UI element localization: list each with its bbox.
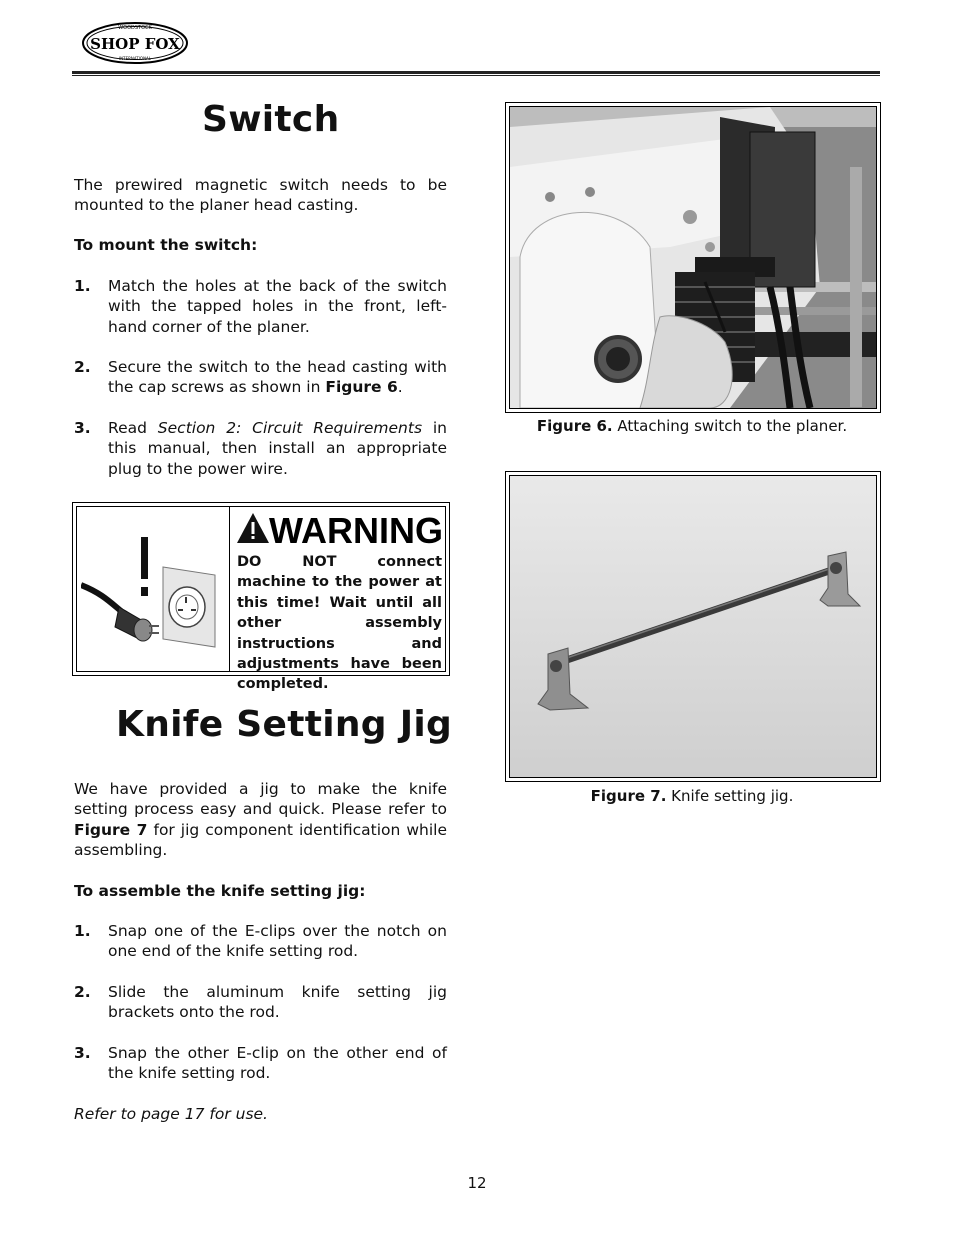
header-rule bbox=[72, 71, 880, 74]
step-number: 3. bbox=[74, 419, 91, 437]
figure-6-frame bbox=[505, 102, 881, 413]
switch-step-3 bbox=[74, 418, 447, 479]
step-text: Secure the switch to the head casting with the cap screws as shown in Figure 6. bbox=[108, 358, 447, 397]
warning-inner bbox=[76, 506, 446, 693]
step-text: Snap one of the E-clips over the notch on one end of the knife setting rod. bbox=[108, 922, 447, 961]
jig-note: Refer to page 17 for use. bbox=[74, 1105, 268, 1123]
step-number: 2. bbox=[74, 983, 91, 1001]
switch-subhead: To mount the switch: bbox=[74, 236, 258, 254]
switch-photo bbox=[510, 107, 876, 408]
jig-step-2 bbox=[74, 982, 447, 1023]
logo-arc-bottom: INTERNATIONAL bbox=[118, 56, 152, 61]
step-text: Read Section 2: Circuit Requirements in this manual, then install an appropriate plug to the power wire. bbox=[108, 419, 448, 478]
logo-arc-top: WOODSTOCK bbox=[118, 25, 152, 31]
warning-label: WARNING bbox=[269, 510, 443, 549]
step-number: 2. bbox=[74, 358, 91, 376]
step-text: Match the holes at the back of the switch with the tapped holes in the front, left-hand corner of the planer. bbox=[108, 277, 447, 336]
knife-jig-photo bbox=[510, 476, 876, 777]
step-text: Snap the other E-clip on the other end of the knife setting rod. bbox=[108, 1044, 447, 1083]
jig-step-3 bbox=[74, 1043, 447, 1084]
jig-step-1 bbox=[74, 921, 447, 962]
switch-step-1 bbox=[74, 276, 447, 337]
header-rule-thin bbox=[72, 75, 880, 76]
warning-header bbox=[235, 509, 445, 549]
step-text: Slide the aluminum knife setting jig brackets onto the rod. bbox=[108, 983, 447, 1022]
section-ref: Section 2: Circuit Requirements bbox=[157, 419, 423, 437]
switch-step-2 bbox=[74, 357, 447, 398]
jig-title: Knife Setting Jig bbox=[116, 704, 453, 745]
figure-6-image bbox=[509, 106, 877, 409]
figure-7-frame bbox=[505, 471, 881, 782]
figure-7-caption: Figure 7. Knife setting jig. bbox=[590, 787, 794, 805]
warning-box bbox=[72, 502, 450, 693]
switch-title: Switch bbox=[202, 99, 340, 140]
figure-6-label: Figure 6. bbox=[536, 417, 613, 435]
jig-subhead: To assemble the knife setting jig: bbox=[74, 882, 366, 900]
figure-6-ref: Figure 6 bbox=[325, 378, 398, 397]
logo-text: SHOP FOX bbox=[90, 35, 180, 53]
step-number: 1. bbox=[74, 277, 91, 295]
switch-intro: The prewired magnetic switch needs to be mounted to the planer head casting. bbox=[74, 176, 447, 215]
figure-7-image bbox=[509, 475, 877, 778]
jig-intro: We have provided a jig to make the knife setting process easy and quick. Please refer to Figure 7 for jig component identification while assembling. bbox=[74, 780, 447, 860]
figure-6-caption: Figure 6. Attaching switch to the planer. bbox=[536, 417, 848, 435]
figure-7-label: Figure 7. bbox=[590, 787, 667, 805]
step-number: 1. bbox=[74, 922, 91, 940]
shop-fox-logo bbox=[80, 20, 190, 66]
plug-outlet-illustration bbox=[81, 527, 223, 667]
page-number: 12 bbox=[467, 1174, 487, 1192]
warning-divider bbox=[229, 507, 230, 671]
step-number: 3. bbox=[74, 1044, 91, 1062]
figure-7-ref: Figure 7 bbox=[74, 820, 148, 839]
warning-text: DO NOT connect machine to the power at this time! Wait until all other assembly instructions and adjustments have been completed. bbox=[237, 554, 442, 693]
